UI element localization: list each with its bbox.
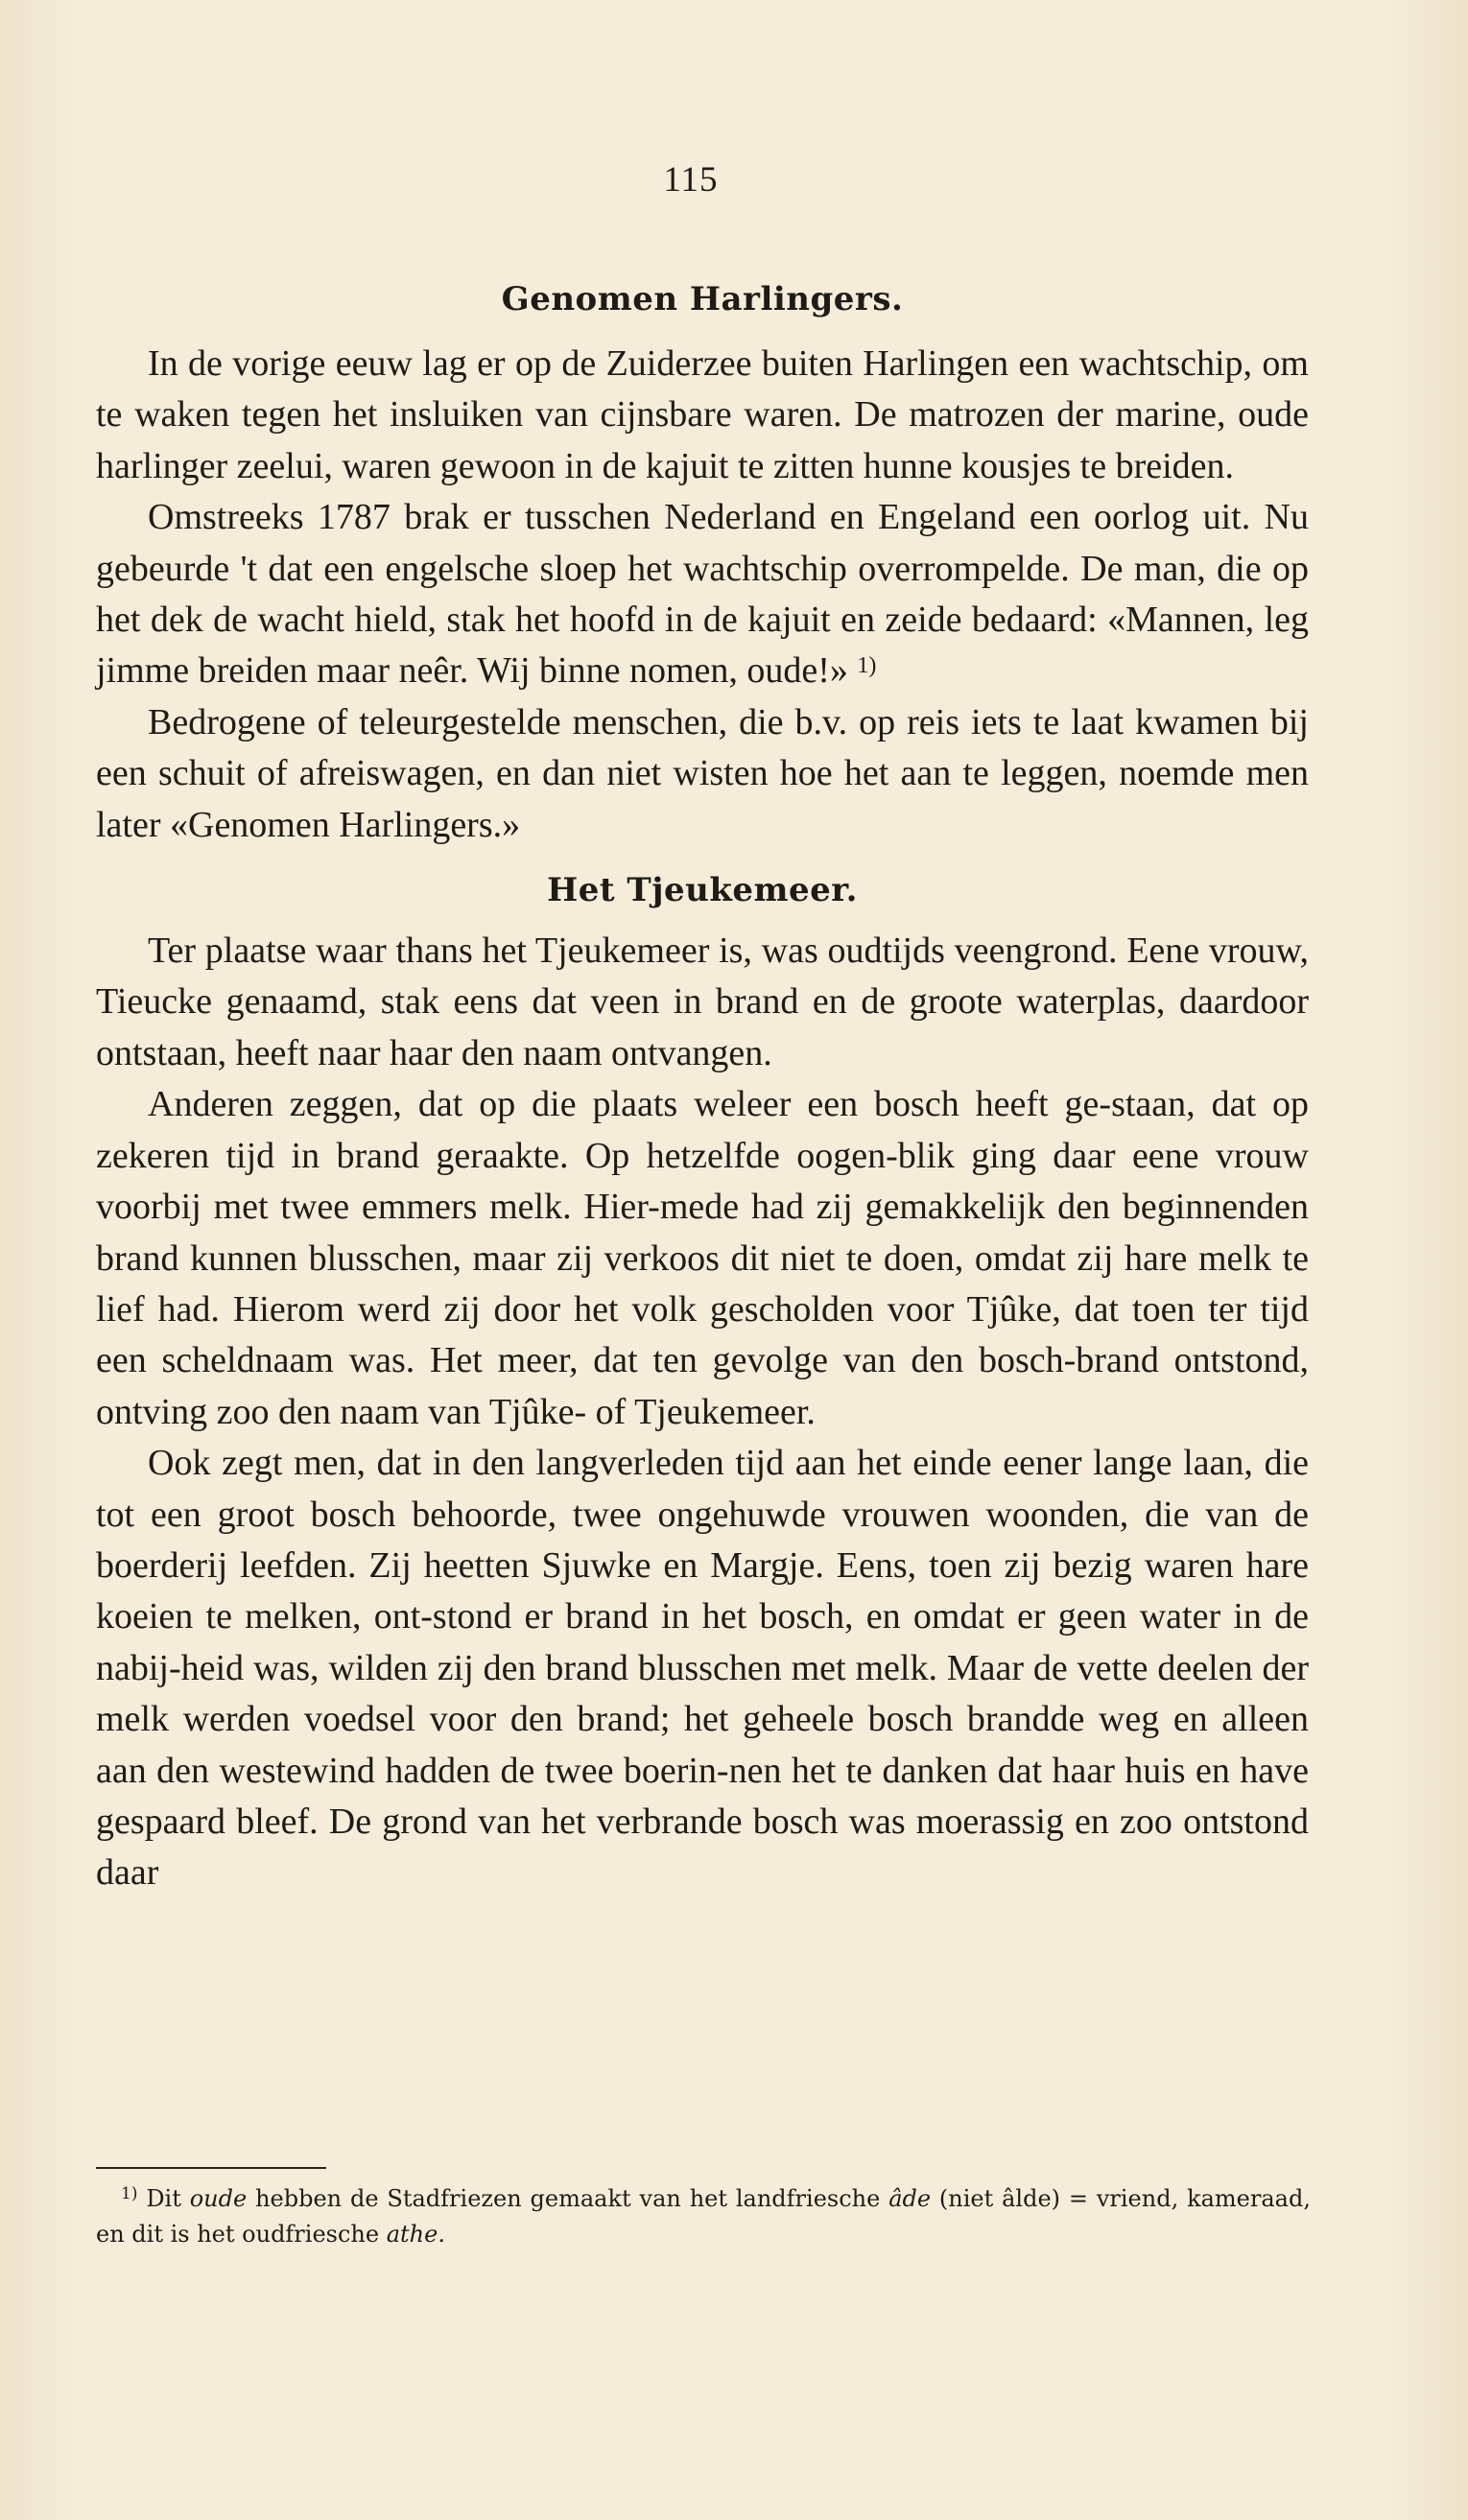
paragraph: In de vorige eeuw lag er op de Zuiderzee buiten Harlingen een wachtschip, om te waken tegen het insluiken van cijnsbare waren. De matrozen der marine, oude harlinger zeelui, waren gewoon in de kajuit te zitten hunne kousjes te breiden. (96, 343, 1309, 486)
paragraph: Ter plaatse waar thans het Tjeukemeer is, was oudtijds veengrond. Eene vrouw, Tieucke genaamd, stak eens dat veen in brand en de groote waterplas, daardoor ontstaan, heeft naar haar den naam ontvangen. (96, 930, 1309, 1073)
page-number: 115 (663, 160, 719, 200)
paragraph: Anderen zeggen, dat op die plaats weleer een bosch heeft ge-staan, dat op zekeren tijd in brand geraakte. Op hetzelfde oogen-blik ging daar eene vrouw voorbij met twee emmers melk. Hier-mede had zij gemakkelijk den beginnenden brand kunnen blusschen, maar zij verkoos dit niet te doen, omdat zij hare melk te lief had. Hierom werd zij door het volk gescholden voor Tjûke, dat toen ter tijd een scheldnaam was. Het meer, dat ten gevolge van den bosch-brand ontstond, ontving zoo den naam van Tjûke- of Tjeukemeer. (96, 1084, 1309, 1432)
footnote-italic-word: oude (189, 2185, 248, 2212)
paragraph-text: Omstreeks 1787 brak er tusschen Nederland en Engeland een oorlog uit. Nu gebeurde 't dat een engelsche sloep het wachtschip overrompelde. De man, die op het dek de wacht hield, stak het hoofd in de kajuit en zeide bedaard: «Mannen, leg jimme breiden maar neêr. Wij binne nomen, oude!» (96, 497, 1309, 692)
section-heading-het-tjeukemeer: Het Tjeukemeer. (547, 871, 858, 910)
footnote-mark: 1) (121, 2184, 138, 2203)
footnote-divider (96, 2167, 326, 2169)
body-text (96, 271, 1309, 1899)
paragraph: Bedrogene of teleurgestelde menschen, die b.v. op reis iets te laat kwamen bij een schuit of afreiswagen, en dan niet wisten hoe het aan te leggen, noemde men later «Genomen Harlingers.» (96, 701, 1309, 845)
footnote-reference[interactable]: 1) (857, 653, 877, 679)
footnote-italic-word: âde (888, 2185, 932, 2212)
footnote (96, 2181, 1311, 2252)
footnote-text: (niet âlde) = vriend, kameraad, en dit is het oudfriesche (96, 2185, 1311, 2248)
section-heading-genomen-harlingers: Genomen Harlingers. (501, 280, 904, 318)
footnote-text: Dit (146, 2185, 181, 2212)
paragraph (96, 492, 1309, 697)
footnote-text: hebben de Stadfriezen gemaakt van het landfriesche (255, 2185, 881, 2212)
paragraph: Ook zegt men, dat in den langverleden tijd aan het einde eener lange laan, die tot een groot bosch behoorde, twee ongehuwde vrouwen woonden, die van de boerderij leefden. Zij heetten Sjuwke en Margje. Eens, toen zij bezig waren hare koeien te melken, ont-stond er brand in het bosch, en omdat er geen water in de nabij-heid was, wilden zij den brand blusschen met melk. Maar de vette deelen der melk werden voedsel voor den brand; het geheele bosch brandde weg en alleen aan den westewind hadden de twee boerin-nen het te danken dat haar huis en have gespaard bleef. De grond van het verbrande bosch was moerassig en zoo ontstond daar (96, 1443, 1309, 1894)
footnote-italic-word: athe. (386, 2221, 445, 2248)
